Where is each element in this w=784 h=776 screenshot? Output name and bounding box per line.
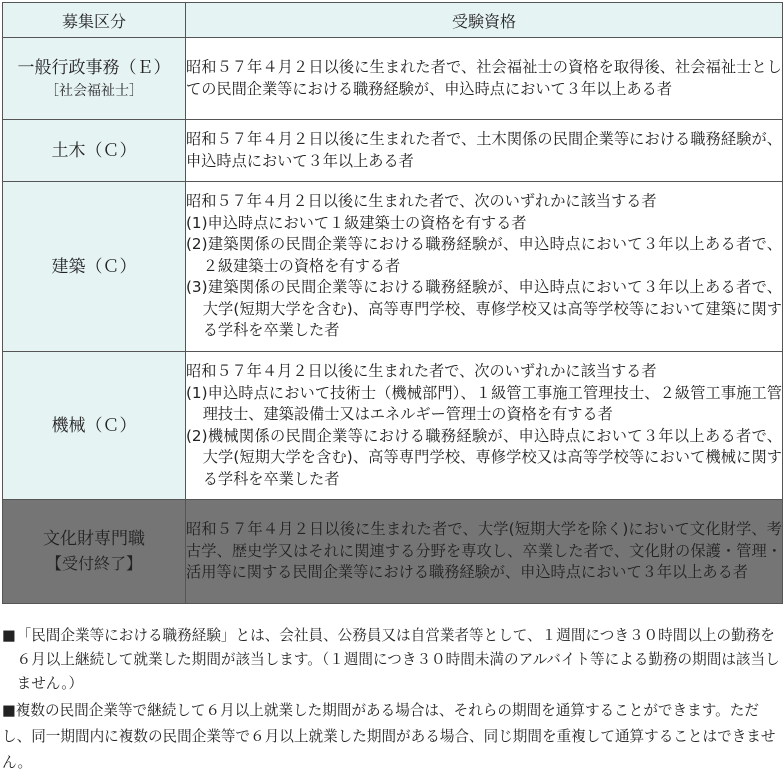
category-label: 一般行政事務（Ｅ） <box>17 57 171 78</box>
qualification-text: 昭和５７年４月２日以後に生まれた者で、次のいずれかに該当する者 <box>186 362 657 380</box>
qualification-cell <box>186 352 783 500</box>
qualification-item: (1)申込時点において１級建築士の資格を有する者 <box>186 213 527 232</box>
category-label: 機械（Ｃ） <box>51 415 137 436</box>
notes <box>2 624 782 776</box>
note-work-experience <box>2 624 782 696</box>
table-row-closed <box>3 500 783 604</box>
qualification-item: (2)機械関係の民間企業等における職務経験が、申込時点において３年以上ある者で、大学(短期大学を含む)、高等専門学校、専修学校又は高等学校等において機械に関する学科を卒業した者 <box>186 426 782 488</box>
table-header-row <box>3 3 783 38</box>
note-text: 複数の民間企業等で継続して６月以上就業した期間がある場合は、それらの期間を通算することができます。ただし、同一期間内に複数の民間企業等で６月以上就業した期間がある場合、同じ期間を重複して通算することはできません。 <box>2 702 776 771</box>
qualification-text: 昭和５７年４月２日以後に生まれた者で、社会福祉士の資格を取得後、社会福祉士としての民間企業等における職務経験が、申込時点において３年以上ある者 <box>186 58 782 98</box>
qualification-cell <box>186 500 783 604</box>
qualification-cell <box>186 120 783 182</box>
square-bullet-icon: ■ <box>2 702 16 719</box>
qualification-item: (3)建築関係の民間企業等における職務経験が、申込時点において３年以上ある者で、大学(短期大学を含む)、高等専門学校、専修学校又は高等学校等において建築に関する学科を卒業した者 <box>186 278 782 340</box>
note-text: 「民間企業等における職務経験」とは、会社員、公務員又は自営業者等として、１週間につき３０時間以上の勤務を６月以上継続して就業した期間が該当します。（１週間につき３０時間未満のアルバイト等による勤務の期間は該当しません。） <box>16 627 780 692</box>
qualification-table <box>2 2 783 604</box>
category-label: 建築（Ｃ） <box>51 256 137 277</box>
qualification-item: (2)建築関係の民間企業等における職務経験が、申込時点において３年以上ある者で、２級建築士の資格を有する者 <box>186 235 782 275</box>
category-cell <box>3 182 186 352</box>
header-qualification: 受験資格 <box>186 3 783 38</box>
category-label: 土木（Ｃ） <box>51 140 137 161</box>
square-bullet-icon: ■ <box>2 627 16 644</box>
qualification-cell <box>186 38 783 120</box>
table-row <box>3 352 783 500</box>
qualification-item: (1)申込時点において技術士（機械部門）、１級管工事施工管理技士、２級管工事施工管理技士、建築設備士又はエネルギー管理士の資格を有する者 <box>186 383 782 423</box>
category-cell <box>3 120 186 182</box>
closed-badge: 【受付終了】 <box>45 553 142 573</box>
note-multiple-employers <box>2 698 782 776</box>
category-label: 文化財専門職 <box>43 528 145 549</box>
qualification-cell <box>186 182 783 352</box>
qualification-text: 昭和５７年４月２日以後に生まれた者で、土木関係の民間企業等における職務経験が、申込時点において３年以上ある者 <box>186 130 782 170</box>
category-cell <box>3 500 186 604</box>
qualification-text: 昭和５７年４月２日以後に生まれた者で、次のいずれかに該当する者 <box>186 192 657 211</box>
table-row <box>3 182 783 352</box>
table-row <box>3 38 783 120</box>
table-row <box>3 120 783 182</box>
header-category: 募集区分 <box>3 3 186 38</box>
category-cell <box>3 38 186 120</box>
qualification-text: 昭和５７年４月２日以後に生まれた者で、大学(短期大学を除く)において文化財学、考古学、歴史学又はそれに関連する分野を専攻し、卒業した者で、文化財の保護・管理・活用等に関する民間企業等における職務経験が、申込時点において３年以上ある者 <box>186 520 782 582</box>
category-cell <box>3 352 186 500</box>
category-sublabel: ［社会福祉士］ <box>45 82 143 99</box>
